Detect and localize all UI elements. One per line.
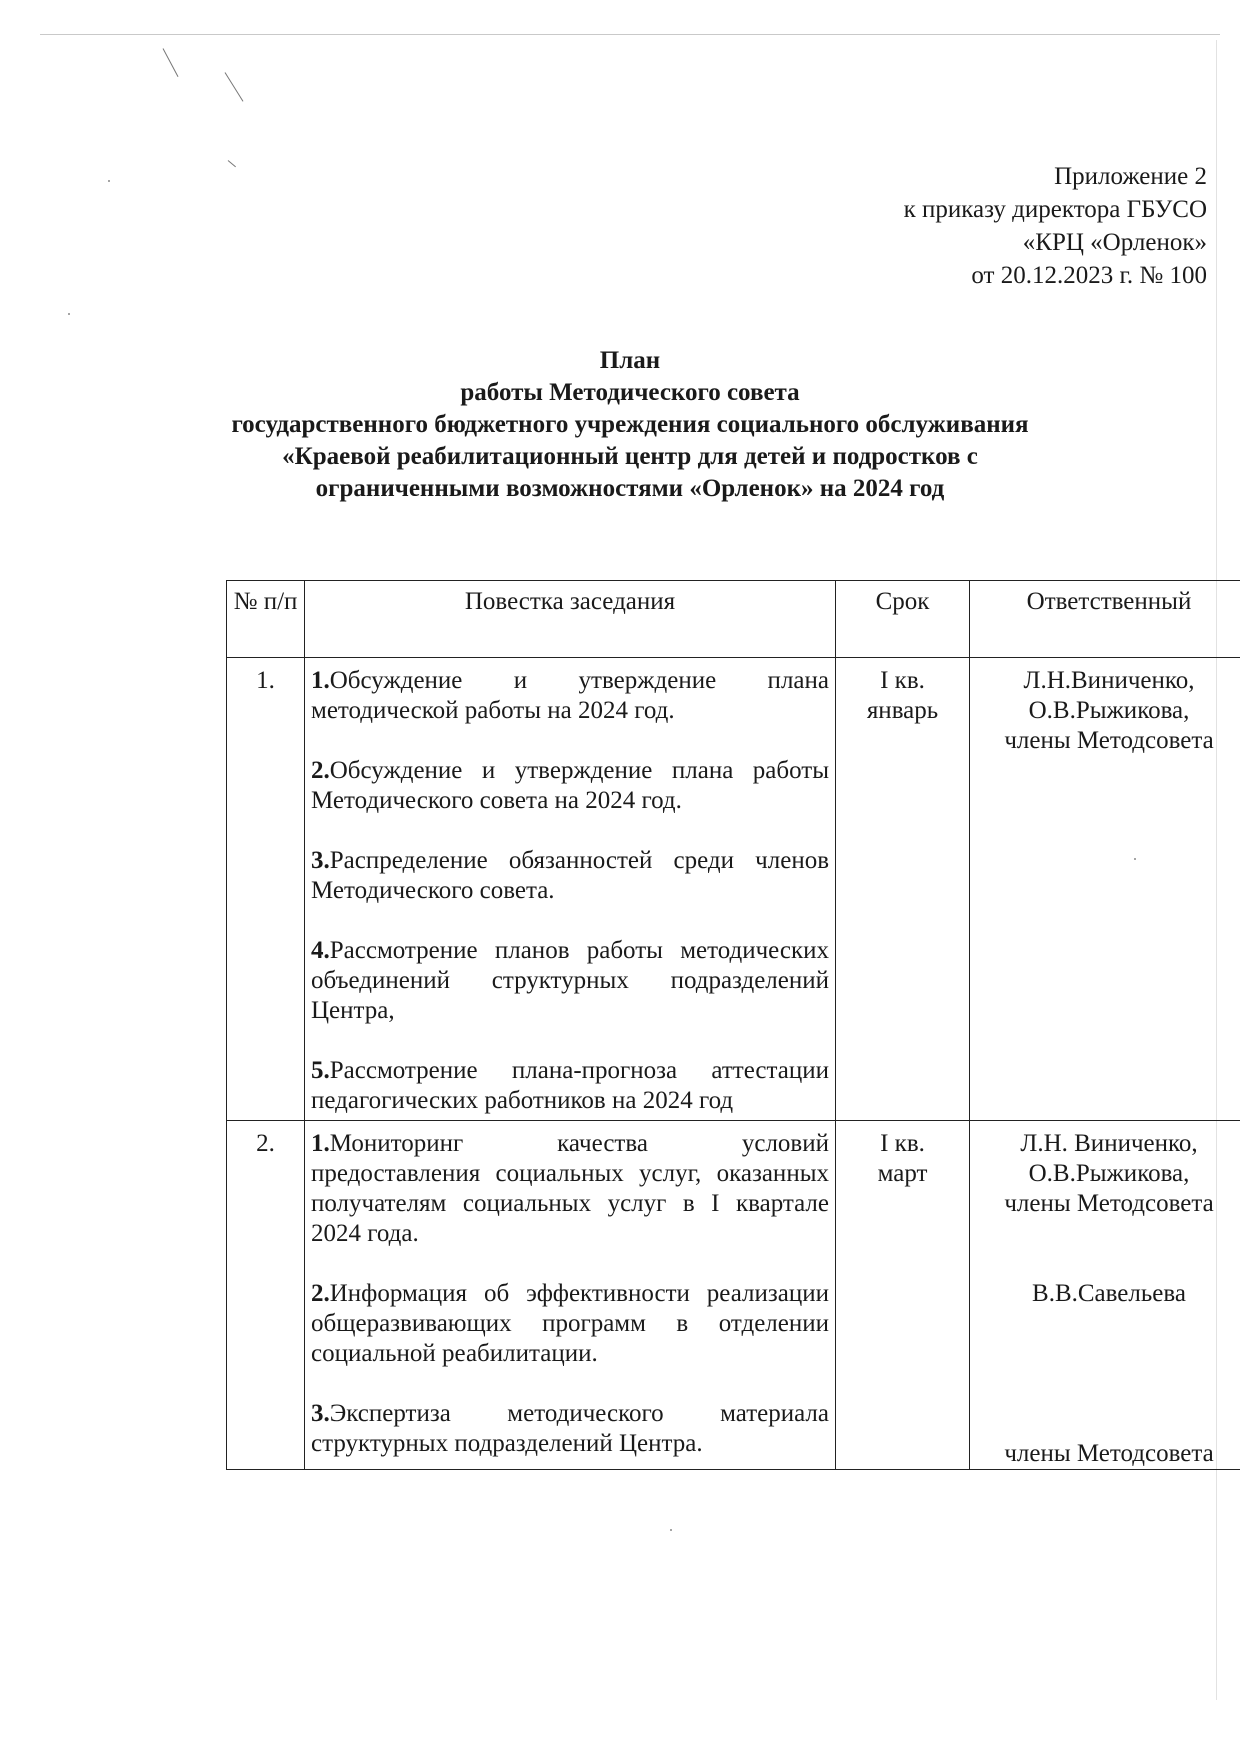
term-cell xyxy=(836,658,970,1121)
item-number: 2. xyxy=(311,1280,330,1307)
item-number: 1. xyxy=(311,1130,330,1157)
responsible-line: члены Методсовета xyxy=(1004,727,1214,754)
responsible-cell xyxy=(970,658,1240,1121)
item-text: Рассмотрение плана-прогноза аттестации педагогических работников на 2024 год xyxy=(311,1057,829,1114)
term-month: январь xyxy=(866,697,939,724)
row-number: 1. xyxy=(227,658,305,1121)
title-line: «Краевой реабилитационный центр для детей и подростков с xyxy=(282,443,978,470)
item-number: 2. xyxy=(311,757,330,784)
agenda-item xyxy=(311,1129,829,1249)
scan-dot xyxy=(108,180,110,182)
responsible-line: Л.Н. Виниченко, xyxy=(1020,1130,1198,1157)
agenda-item xyxy=(311,846,829,906)
scan-mark xyxy=(225,72,244,101)
item-number: 3. xyxy=(311,1400,330,1427)
item-number: 3. xyxy=(311,847,330,874)
agenda-item xyxy=(311,756,829,816)
appendix-line: к приказу директора ГБУСО xyxy=(903,196,1207,223)
item-number: 1. xyxy=(311,667,330,694)
title-line: ограниченными возможностями «Орленок» на 2024 год xyxy=(315,475,945,502)
item-text: Мониторинг качества условий предоставления социальных услуг, оказанных получателям социальных услуг в I квартале 2024 года. xyxy=(311,1130,829,1247)
term-quarter: I кв. xyxy=(880,667,925,694)
responsible-line: О.В.Рыжикова, xyxy=(1028,697,1190,724)
table-row xyxy=(227,1121,1240,1470)
item-number: 4. xyxy=(311,937,330,964)
scan-dot xyxy=(670,1529,672,1531)
term-month: март xyxy=(877,1160,928,1187)
agenda-cell xyxy=(305,1121,836,1470)
appendix-line: Приложение 2 xyxy=(1054,163,1207,190)
item-text: Обсуждение и утверждение плана работы Методического совета на 2024 год. xyxy=(311,757,829,814)
item-text: Рассмотрение планов работы методических объединений структурных подразделений Центра, xyxy=(311,937,829,1024)
responsible-line: О.В.Рыжикова, xyxy=(1028,1160,1190,1187)
responsible-cell xyxy=(970,1121,1240,1470)
responsible-line: В.В.Савельева xyxy=(1032,1280,1186,1307)
plan-table xyxy=(226,580,1240,1470)
term-cell xyxy=(836,1121,970,1470)
item-text: Обсуждение и утверждение плана методической работы на 2024 год. xyxy=(311,667,829,724)
item-text: Распределение обязанностей среди членов Методического совета. xyxy=(311,847,829,904)
appendix-line: «КРЦ «Орленок» xyxy=(1022,229,1207,256)
document-title xyxy=(180,345,1080,505)
appendix-line: от 20.12.2023 г. № 100 xyxy=(971,262,1207,289)
header-num: № п/п xyxy=(227,581,305,658)
table-row xyxy=(227,658,1240,1121)
responsible-line: Л.Н.Виниченко, xyxy=(1023,667,1195,694)
agenda-item xyxy=(311,1056,829,1116)
scan-top-edge xyxy=(40,34,1220,35)
scan-dot xyxy=(68,313,70,315)
title-line: План xyxy=(599,347,661,374)
responsible-line: члены Методсовета xyxy=(1004,1440,1214,1467)
agenda-item xyxy=(311,1399,829,1459)
item-number: 5. xyxy=(311,1057,330,1084)
responsible-line: члены Методсовета xyxy=(1004,1190,1214,1217)
title-line: государственного бюджетного учреждения социального обслуживания xyxy=(231,411,1029,438)
scan-mark xyxy=(163,48,179,77)
title-line: работы Методического совета xyxy=(460,379,800,406)
item-text: Информация об эффективности реализации общеразвивающих программ в отделении социальной реабилитации. xyxy=(311,1280,829,1367)
item-text: Экспертиза методического материала структурных подразделений Центра. xyxy=(311,1400,829,1457)
header-agenda: Повестка заседания xyxy=(305,581,836,658)
agenda-item xyxy=(311,936,829,1026)
header-responsible: Ответственный xyxy=(970,581,1240,658)
agenda-item xyxy=(311,1279,829,1369)
row-number: 2. xyxy=(227,1121,305,1470)
agenda-item xyxy=(311,666,829,726)
table-header-row xyxy=(227,581,1240,658)
agenda-cell xyxy=(305,658,836,1121)
scan-mark xyxy=(228,160,236,167)
term-quarter: I кв. xyxy=(880,1130,925,1157)
appendix-block xyxy=(760,160,1207,292)
header-term: Срок xyxy=(836,581,970,658)
